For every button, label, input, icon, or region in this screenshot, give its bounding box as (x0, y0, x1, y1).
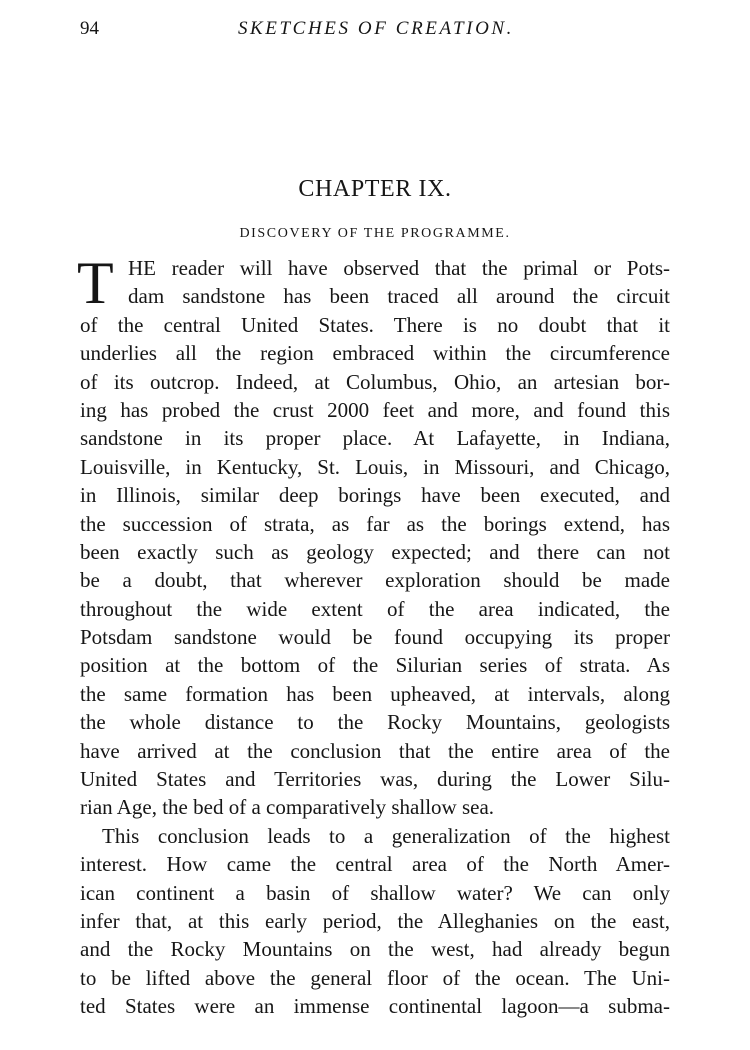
text-line: Louisville, in Kentucky, St. Louis, in Missouri, and Chicago, (80, 454, 670, 479)
text-line: ted States were an immense continental lagoon—a subma- (80, 994, 670, 1019)
text-line: ing has probed the crust 2000 feet and more, and found this (80, 397, 670, 422)
running-title: SKETCHES OF CREATION. (237, 18, 515, 39)
text-line: Potsdam sandstone would be found occupying its proper (80, 625, 670, 650)
text-line: the whole distance to the Rocky Mountains, geologists (80, 710, 670, 735)
text-line: and the Rocky Mountains on the west, had already begun (80, 937, 670, 962)
drop-cap: T (77, 250, 114, 316)
text-line: sandstone in its proper place. At Lafayette, in Indiana, (80, 426, 670, 451)
page-number: 94 (80, 18, 99, 39)
chapter-title: CHAPTER IX. (298, 176, 452, 202)
text-line: the succession of strata, as far as the borings extend, has (80, 511, 670, 536)
text-line: the same formation has been upheaved, at intervals, along (80, 681, 670, 706)
text-line: have arrived at the conclusion that the entire area of the (80, 738, 670, 763)
running-head (80, 18, 672, 46)
text-line: to be lifted above the general floor of the ocean. The Uni- (80, 965, 670, 990)
text-line: of the central United States. There is no doubt that it (80, 312, 670, 337)
text-line: United States and Territories was, during the Lower Silu- (80, 767, 670, 792)
text-line: rian Age, the bed of a comparatively shallow sea. (80, 795, 495, 820)
text-line: underlies all the region embraced within the circumference (80, 341, 670, 366)
text-line: position at the bottom of the Silurian series of strata. As (80, 653, 670, 678)
text-line: infer that, at this early period, the Alleghanies on the east, (80, 908, 670, 933)
text-line: ican continent a basin of shallow water? We can only (80, 880, 670, 905)
text-line: in Illinois, similar deep borings have been executed, and (80, 483, 670, 508)
text-line: throughout the wide extent of the area indicated, the (80, 596, 670, 621)
text-line: interest. How came the central area of the North Amer- (80, 852, 670, 877)
text-line: This conclusion leads to a generalization of the highest (102, 823, 670, 848)
text-line: HE reader will have observed that the primal or Pots- (128, 256, 670, 280)
text-line: been exactly such as geology expected; and there can not (80, 539, 670, 564)
text-line: dam sandstone has been traced all around the circuit (128, 284, 670, 309)
text-line: of its outcrop. Indeed, at Columbus, Ohio, an artesian bor- (80, 369, 670, 394)
body-text (77, 250, 670, 1021)
text-line: be a doubt, that wherever exploration should be made (80, 568, 670, 593)
chapter-subtitle: DISCOVERY OF THE PROGRAMME. (239, 226, 511, 241)
